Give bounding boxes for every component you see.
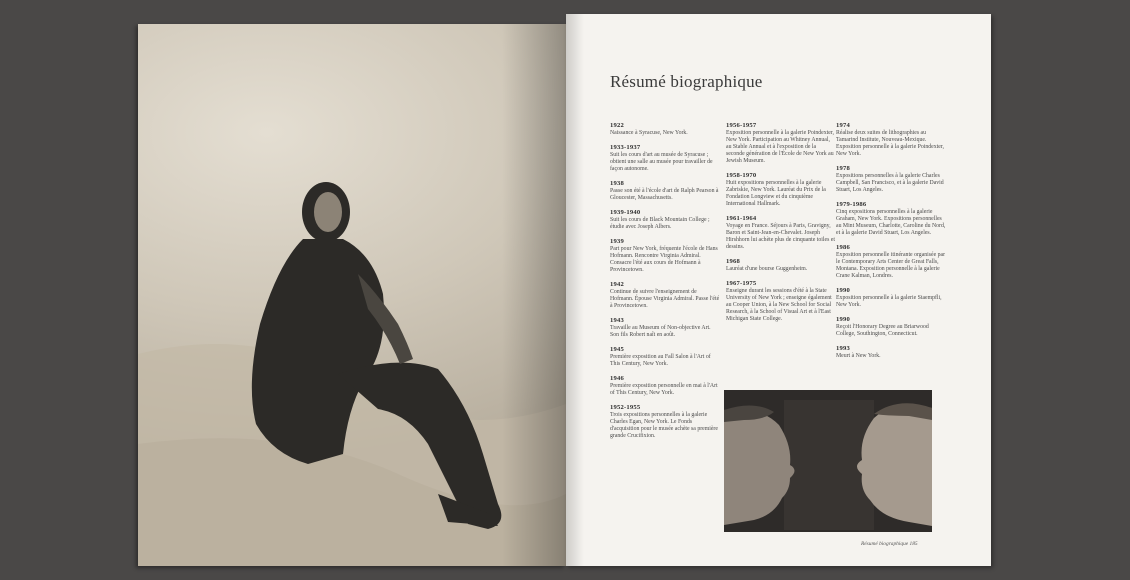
entry-text: Trois expositions personnelles à la galerie Charles Egan, New York. Le Fonds d'acquisition pour le musée achète sa première grande Crucifixion. bbox=[610, 412, 718, 439]
entry-year: 1938 bbox=[610, 180, 624, 187]
left-page bbox=[138, 24, 566, 566]
timeline-entry bbox=[726, 215, 836, 251]
entry-year: 1945 bbox=[610, 346, 624, 353]
entry-text: Première exposition personnelle en mai à l'Art of This Century, New York. bbox=[610, 383, 718, 396]
entry-text: Reçoit l'Honorary Degree au Briarwood College, Southington, Connecticut. bbox=[836, 324, 929, 337]
entry-text: Cinq expositions personnelles à la galerie Graham, New York. Expositions personnelles au Mint Museum, Charlotte, Caroline du Nord, et à la galerie David Stuart, Los Angeles. bbox=[836, 209, 946, 236]
entry-text: Passe son été à l'école d'art de Ralph Pearson à Gloucester, Massachusetts. bbox=[610, 188, 719, 201]
entry-year: 1967-1975 bbox=[726, 280, 757, 287]
entry-text: Voyage en France. Séjours à Paris, Gravigny, Baron et Saint-Jean-en-Chevalet. Joseph Hirshhorn lui achète plus de cinquante toiles et dessins. bbox=[726, 223, 835, 250]
entry-text: Première exposition au Fall Salon à l'Art of This Century, New York. bbox=[610, 354, 711, 367]
entry-year: 1956-1957 bbox=[726, 122, 757, 129]
entry-text: Continue de suivre l'enseignement de Hofmann. Épouse Virginia Admiral. Passe l'été à Provincetown. bbox=[610, 289, 720, 309]
timeline-entry bbox=[726, 280, 836, 323]
entry-text: Exposition personnelle à la galerie Staempfli, New York. bbox=[836, 295, 942, 308]
entry-year: 1946 bbox=[610, 375, 624, 382]
entry-year: 1979-1986 bbox=[836, 201, 867, 208]
timeline-entry bbox=[836, 316, 946, 338]
entry-text: Travaille au Museum of Non-objective Art. Son fils Robert naît en août. bbox=[610, 325, 711, 338]
entry-text: Suit les cours d'art au musée de Syracuse ; obtient une salle au musée pour travailler de façon autonome. bbox=[610, 152, 713, 172]
timeline-entry bbox=[610, 180, 720, 202]
entry-text: Exposition personnelle itinérante organisée par le Contemporary Arts Center de Great Falls, Montana. Exposition personnelle à la galerie Crane Kalman, Londres. bbox=[836, 252, 946, 279]
timeline-entry bbox=[836, 165, 946, 194]
entry-year: 1943 bbox=[610, 317, 624, 324]
timeline-entry bbox=[610, 317, 720, 339]
entry-year: 1939-1940 bbox=[610, 209, 641, 216]
page-footer: Résumé biographique 185 bbox=[861, 541, 918, 547]
entry-text: Lauréat d'une bourse Guggenheim. bbox=[726, 266, 808, 272]
entry-text: Huit expositions personnelles à la galerie Zabriskie, New York. Lauréat du Prix de la Fondation Longview et du cinquième International Hallmark. bbox=[726, 180, 826, 207]
entry-text: Naissance à Syracuse, New York. bbox=[610, 130, 688, 136]
entry-year: 1942 bbox=[610, 281, 624, 288]
entry-year: 1986 bbox=[836, 244, 850, 251]
timeline-entry bbox=[610, 346, 720, 368]
entry-year: 1993 bbox=[836, 345, 850, 352]
entry-year: 1974 bbox=[836, 122, 850, 129]
timeline-entry bbox=[610, 144, 720, 173]
entry-year: 1933-1937 bbox=[610, 144, 641, 151]
entry-year: 1961-1964 bbox=[726, 215, 757, 222]
entry-text: Enseigne durant les sessions d'été à la State University of New York ; enseigne également au Cooper Union, à la New School for Social Research, à la School of Visual Art et à l'East Michigan State College. bbox=[726, 288, 832, 322]
timeline-entry bbox=[610, 209, 720, 231]
entry-year: 1990 bbox=[836, 316, 850, 323]
entry-year: 1922 bbox=[610, 122, 624, 129]
timeline-entry bbox=[836, 122, 946, 158]
entry-text: Réalise deux suites de lithographies au Tamarind Institute, Nouveau-Mexique. Exposition personnelle à la galerie Poindexter, New York. bbox=[836, 130, 944, 157]
entry-year: 1968 bbox=[726, 258, 740, 265]
timeline-entry bbox=[610, 404, 720, 440]
entry-text: Exposition personnelle à la galerie Poindexter, New York. Participation au Whitney Annual, au Stable Annual et à l'exposition de la seconde génération de l'École de New York au Jewish Museum. bbox=[726, 130, 834, 164]
timeline-entry bbox=[836, 201, 946, 237]
timeline-entry bbox=[726, 122, 836, 165]
timeline-entry bbox=[610, 238, 720, 274]
entry-year: 1958-1970 bbox=[726, 172, 757, 179]
timeline-entry bbox=[836, 287, 946, 309]
entry-text: Part pour New York, fréquente l'école de Hans Hofmann. Rencontre Virginia Admiral. Consacre l'été aux cours de Hofmann à Provincetown. bbox=[610, 246, 718, 273]
portrait-photo bbox=[138, 24, 566, 566]
timeline-entry bbox=[610, 375, 720, 397]
entry-year: 1939 bbox=[610, 238, 624, 245]
entry-year: 1952-1955 bbox=[610, 404, 641, 411]
entry-year: 1990 bbox=[836, 287, 850, 294]
entry-text: Suit les cours de Black Mountain College ; étudie avec Joseph Albers. bbox=[610, 217, 710, 230]
timeline-entry bbox=[610, 122, 720, 137]
double-portrait-photo bbox=[724, 390, 932, 532]
timeline-column-2 bbox=[726, 122, 836, 330]
timeline-column-3 bbox=[836, 122, 946, 367]
timeline-entry bbox=[836, 345, 946, 360]
book-gutter bbox=[566, 14, 584, 566]
entry-text: Expositions personnelles à la galerie Charles Campbell, San Francisco, et à la galerie David Stuart, Los Angeles. bbox=[836, 173, 944, 193]
page-title: Résumé biographique bbox=[610, 72, 763, 91]
entry-text: Meurt à New York. bbox=[836, 353, 881, 359]
open-book bbox=[138, 14, 991, 566]
right-page bbox=[566, 14, 991, 566]
entry-year: 1978 bbox=[836, 165, 850, 172]
timeline-column-1 bbox=[610, 122, 720, 447]
timeline-entry bbox=[726, 172, 836, 208]
timeline-entry bbox=[726, 258, 836, 273]
timeline-entry bbox=[610, 281, 720, 310]
timeline-entry bbox=[836, 244, 946, 280]
